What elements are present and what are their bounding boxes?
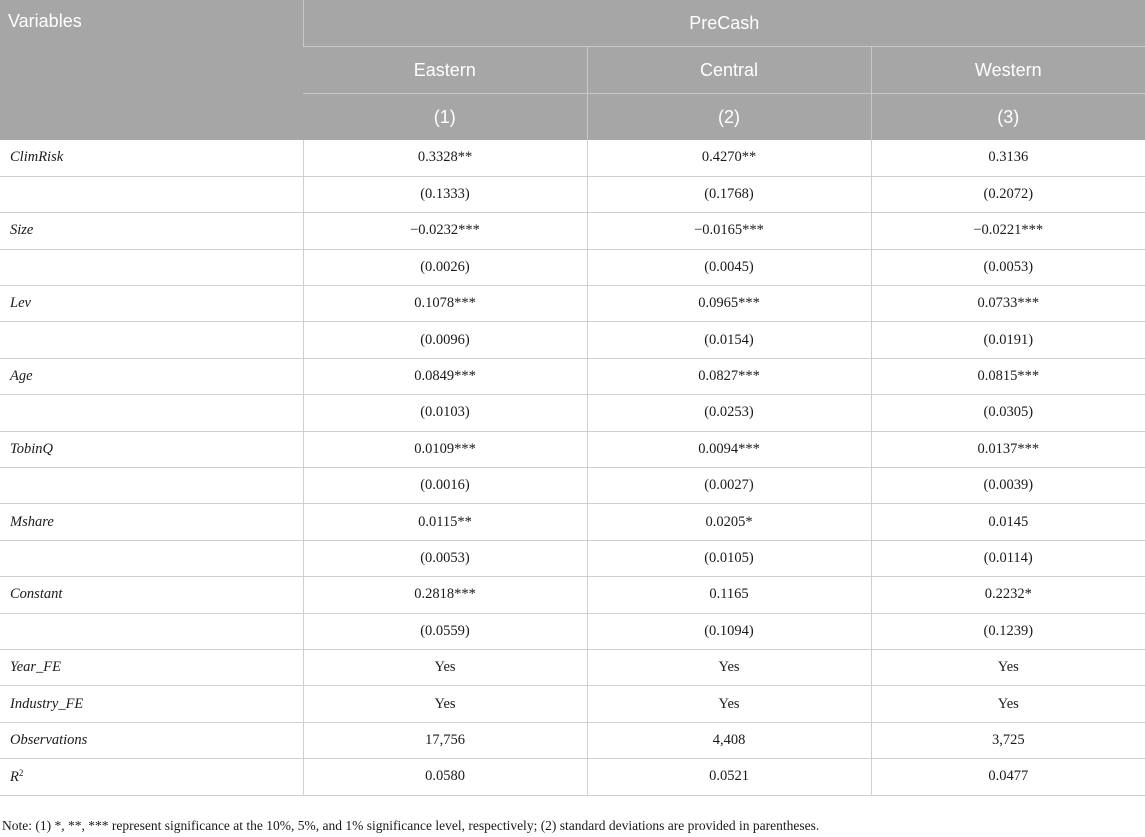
row-label: Industry_FE [0,686,303,722]
table-cell: 4,408 [587,722,871,758]
row-label: TobinQ [0,431,303,467]
table-cell: (0.0305) [871,395,1145,431]
table-cell: 0.0137*** [871,431,1145,467]
table-row [0,577,1145,613]
table-row-r2 [0,759,1145,795]
table-cell: (0.2072) [871,176,1145,212]
table-cell: 0.1078*** [303,286,587,322]
table-cell: (0.0039) [871,468,1145,504]
row-label [0,249,303,285]
table-cell: (0.0105) [587,540,871,576]
table-cell: Yes [303,686,587,722]
r2-superscript: 2 [18,767,24,778]
table-note: Note: (1) *, **, *** represent significance at the 10%, 5%, and 1% significance level, respectively; (2) standard deviations are provided in parentheses. [2,818,820,833]
table-cell: 0.0733*** [871,286,1145,322]
row-label [0,613,303,649]
table-row [0,322,1145,358]
table-row [0,468,1145,504]
row-label [0,176,303,212]
column-number-3: (3) [871,94,1145,141]
table-cell: (0.0053) [303,540,587,576]
table-cell: −0.0165*** [587,213,871,249]
row-label: ClimRisk [0,140,303,176]
table-cell: (0.0016) [303,468,587,504]
table-cell: (0.0559) [303,613,587,649]
table-cell: (0.0096) [303,322,587,358]
row-label [0,540,303,576]
table-cell: Yes [871,686,1145,722]
table-cell: (0.1333) [303,176,587,212]
table-row [0,358,1145,394]
cell-r2-eastern: 0.0580 [303,759,587,795]
region-header-eastern: Eastern [303,47,587,94]
row-label: Lev [0,286,303,322]
row-label: Constant [0,577,303,613]
table-row [0,540,1145,576]
table-cell: (0.1094) [587,613,871,649]
table-row [0,722,1145,758]
r2-label: R [10,768,19,785]
row-label: Year_FE [0,649,303,685]
row-label: Mshare [0,504,303,540]
cell-r2-central: 0.0521 [587,759,871,795]
region-header-western: Western [871,47,1145,94]
table-cell: 0.0827*** [587,358,871,394]
table-cell: (0.0027) [587,468,871,504]
table-row [0,140,1145,176]
table-row [0,213,1145,249]
table-cell: (0.1239) [871,613,1145,649]
table-cell: (0.0114) [871,540,1145,576]
table-cell: (0.0053) [871,249,1145,285]
table-cell: 0.2818*** [303,577,587,613]
table-cell: 0.0094*** [587,431,871,467]
row-label [0,322,303,358]
table-cell: (0.0191) [871,322,1145,358]
table-header [0,0,1145,140]
table-cell: Yes [871,649,1145,685]
table-cell: 0.0145 [871,504,1145,540]
table-cell: (0.0045) [587,249,871,285]
table-cell: (0.0026) [303,249,587,285]
table-cell: 0.0205* [587,504,871,540]
table-cell: 0.0815*** [871,358,1145,394]
table-cell: (0.0103) [303,395,587,431]
row-label: Age [0,358,303,394]
row-label [0,759,303,795]
row-label: Size [0,213,303,249]
table-cell: −0.0232*** [303,213,587,249]
row-label [0,395,303,431]
table-cell: 0.2232* [871,577,1145,613]
table-cell: (0.1768) [587,176,871,212]
table-cell: (0.0154) [587,322,871,358]
table-cell: 0.0109*** [303,431,587,467]
table-body [0,140,1145,795]
table-row [0,176,1145,212]
column-number-1: (1) [303,94,587,141]
variables-header: Variables [0,0,303,140]
table-cell: −0.0221*** [871,213,1145,249]
table-cell: 0.1165 [587,577,871,613]
table-cell: Yes [303,649,587,685]
table-row [0,649,1145,685]
table-cell: (0.0253) [587,395,871,431]
table-cell: 0.0849*** [303,358,587,394]
dependent-variable-header: PreCash [303,0,1145,47]
table-cell: 17,756 [303,722,587,758]
table-row [0,504,1145,540]
row-label [0,468,303,504]
table-row [0,249,1145,285]
table-cell: 3,725 [871,722,1145,758]
table-cell: 0.4270** [587,140,871,176]
table-row [0,613,1145,649]
row-label: Observations [0,722,303,758]
table-cell: Yes [587,649,871,685]
table-row [0,686,1145,722]
column-number-2: (2) [587,94,871,141]
table-cell: 0.3328** [303,140,587,176]
cell-r2-western: 0.0477 [871,759,1145,795]
table-cell: 0.0965*** [587,286,871,322]
table-row [0,286,1145,322]
table-cell: 0.0115** [303,504,587,540]
region-header-central: Central [587,47,871,94]
table-cell: 0.3136 [871,140,1145,176]
table-cell: Yes [587,686,871,722]
table-row [0,395,1145,431]
table-row [0,431,1145,467]
